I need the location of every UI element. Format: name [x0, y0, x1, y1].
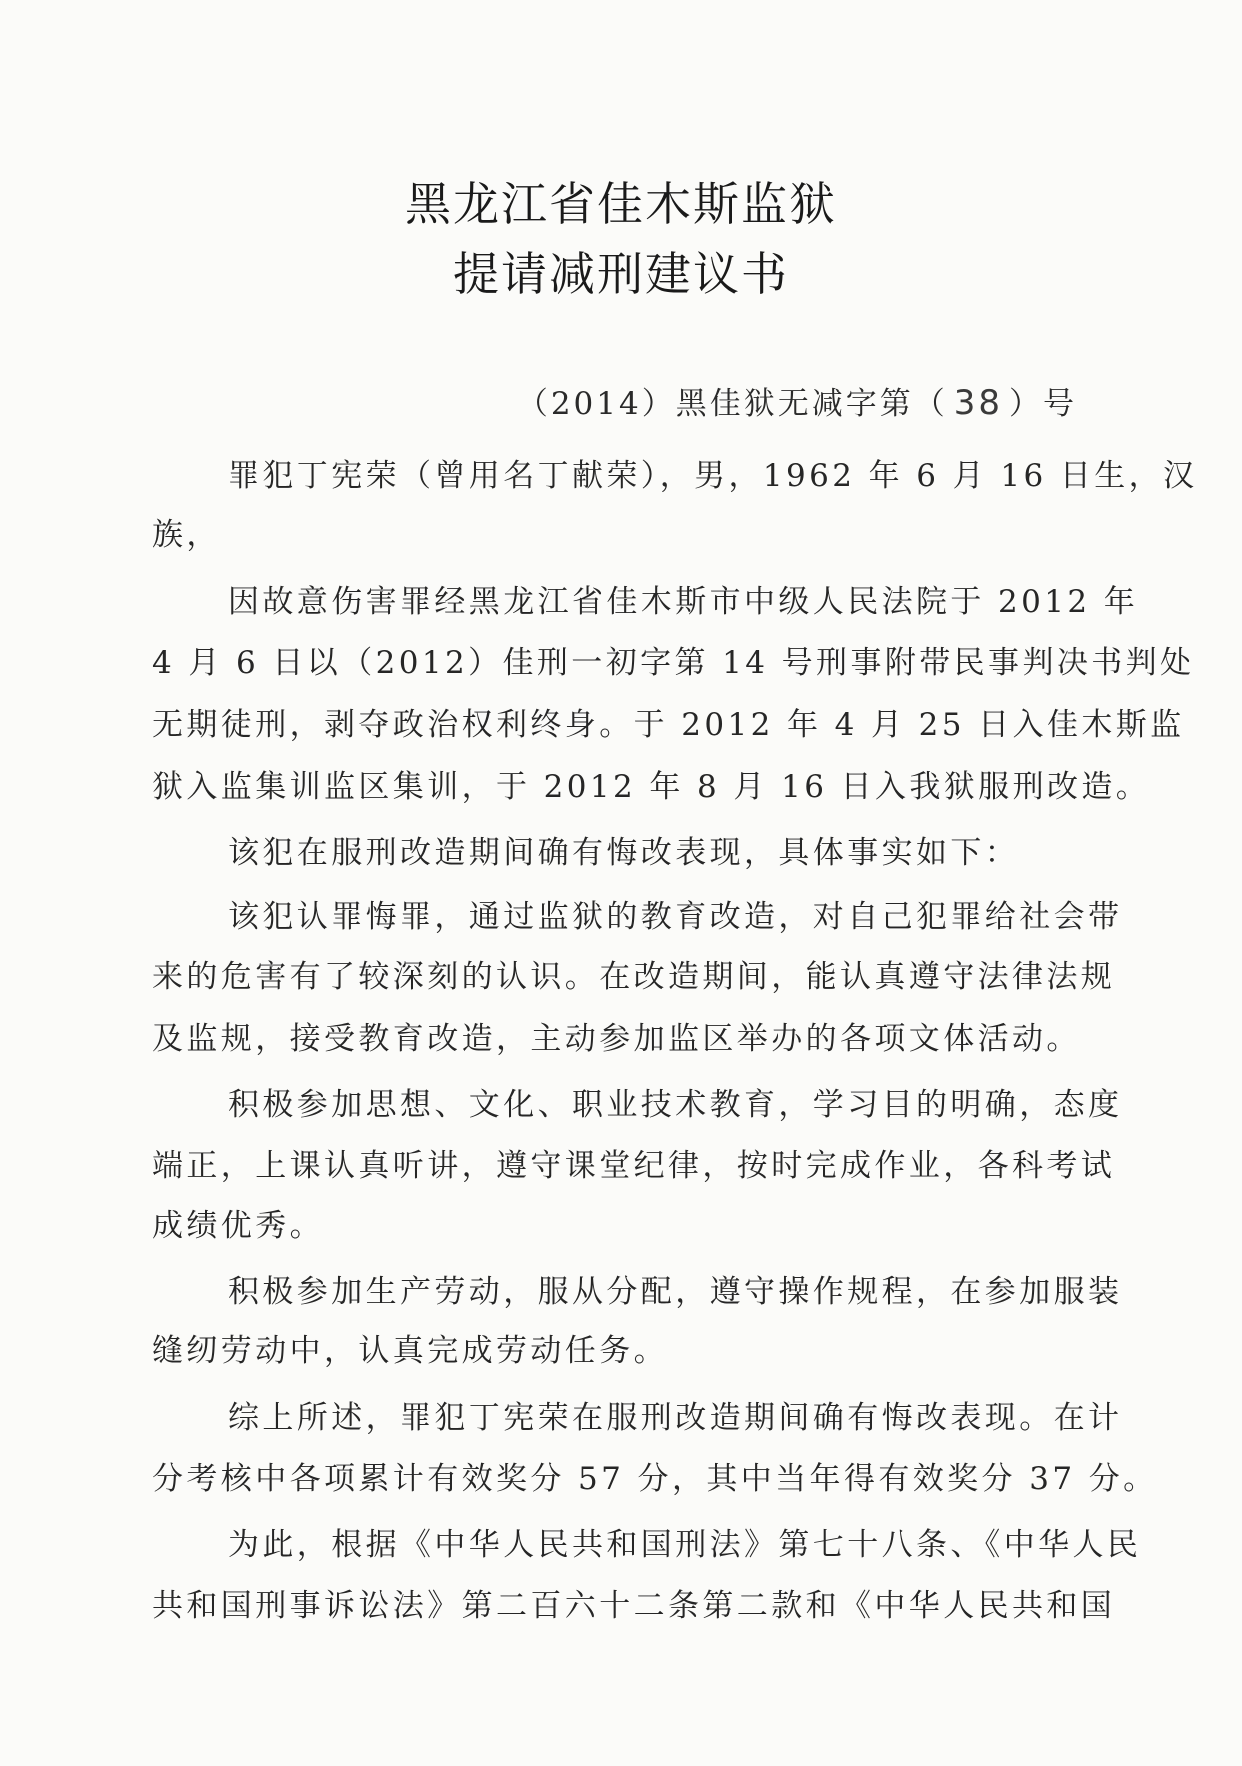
document-number [517, 378, 1077, 423]
body-line: 罪犯丁宪荣（曾用名丁献荣），男，1962 年 6 月 16 日生，汉 [228, 458, 1198, 494]
body-line: 及监规，接受教育改造，主动参加监区举办的各项文体活动。 [152, 1021, 1081, 1057]
body-line: 4 月 6 日以（2012）佳刑一初字第 14 号刑事附带民事判决书判处 [152, 645, 1195, 681]
body-line: 族， [152, 517, 221, 553]
body-line: 分考核中各项累计有效奖分 57 分，其中当年得有效奖分 37 分。 [152, 1461, 1158, 1497]
body-line: 积极参加生产劳动，服从分配，遵守操作规程，在参加服装 [228, 1274, 1123, 1310]
body-line: 无期徒刑，剥夺政治权利终身。于 2012 年 4 月 25 日入佳木斯监 [152, 707, 1185, 743]
body-line: 共和国刑事诉讼法》第二百六十二条第二款和《中华人民共和国 [152, 1588, 1116, 1624]
body-line: 为此，根据《中华人民共和国刑法》第七十八条、《中华人民 [228, 1527, 1142, 1563]
body-line: 缝纫劳动中，认真完成劳动任务。 [152, 1333, 668, 1369]
body-line: 成绩优秀。 [152, 1208, 324, 1244]
body-line: 因故意伤害罪经黑龙江省佳木斯市中级人民法院于 2012 年 [228, 584, 1139, 620]
body-line: 该犯在服刑改造期间确有悔改表现，具体事实如下： [228, 835, 1020, 871]
document-number-handwritten: 38 [953, 383, 1003, 423]
body-line: 端正，上课认真听讲，遵守课堂纪律，按时完成作业，各科考试 [152, 1148, 1116, 1184]
body-line: 该犯认罪悔罪，通过监狱的教育改造，对自己犯罪给社会带 [228, 899, 1123, 935]
body-line: 来的危害有了较深刻的认识。在改造期间，能认真遵守法律法规 [152, 959, 1116, 995]
document-number-suffix: ）号 [1009, 386, 1077, 422]
body-line: 综上所述，罪犯丁宪荣在服刑改造期间确有悔改表现。在计 [228, 1400, 1123, 1436]
document-title-line2: 提请减刑建议书 [453, 247, 789, 301]
document-number-prefix: （2014）黑佳狱无减字第（ [516, 386, 948, 422]
document-title-line1: 黑龙江省佳木斯监狱 [405, 177, 837, 231]
body-line: 狱入监集训监区集训，于 2012 年 8 月 16 日入我狱服刑改造。 [152, 769, 1151, 805]
body-line: 积极参加思想、文化、职业技术教育，学习目的明确，态度 [228, 1087, 1123, 1123]
